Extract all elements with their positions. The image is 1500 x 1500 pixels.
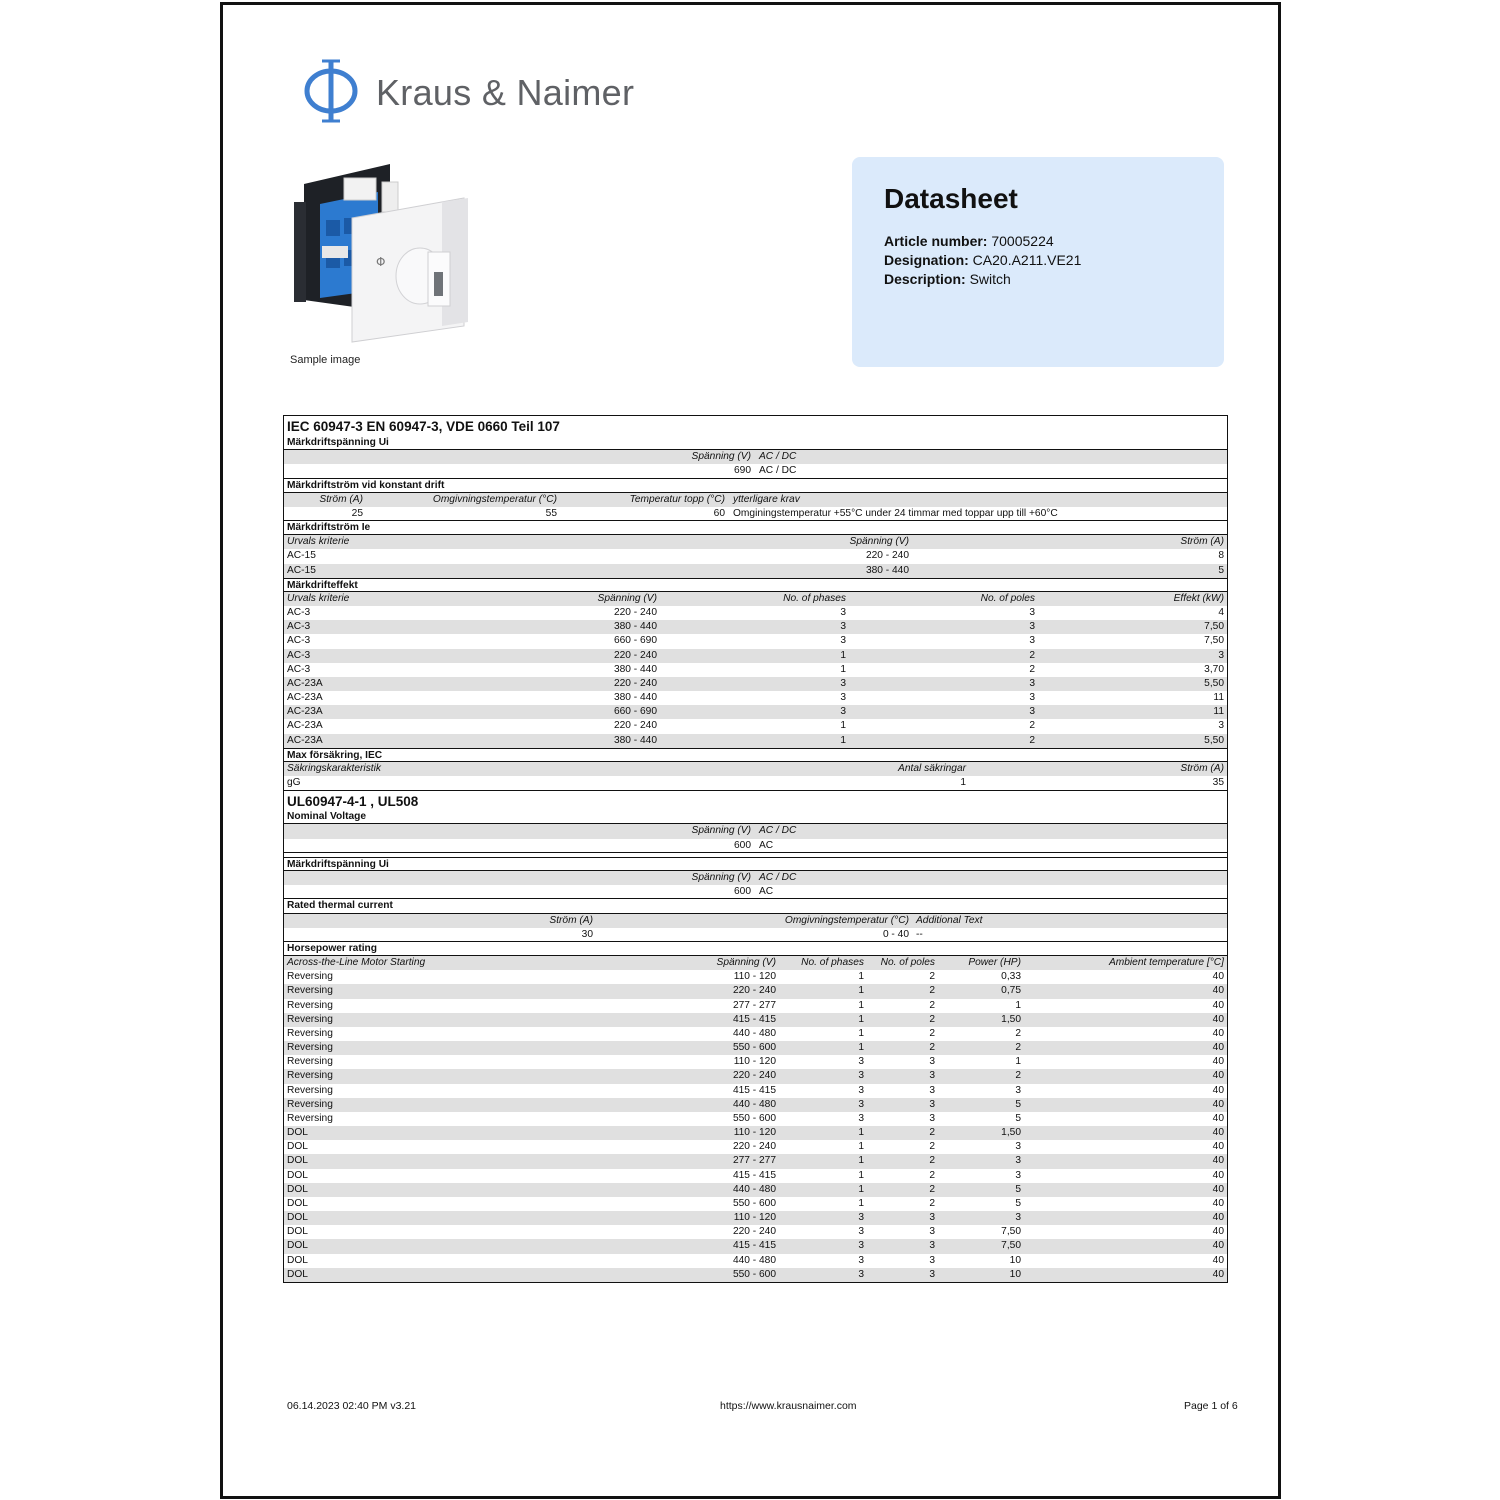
section-title: Horsepower rating (284, 942, 1227, 956)
table-row: DOL 440 - 480 1 2 5 40 (284, 1183, 1227, 1197)
section-title: Märkdriftspänning Ui (284, 436, 1227, 450)
table-header: Across-the-Line Motor Starting Spänning (V) No. of phases No. of poles Power (HP) Ambient temperature [°C] (284, 956, 1227, 970)
svg-text:Φ: Φ (376, 255, 386, 269)
table-row: DOL 415 - 415 1 2 3 40 (287, 1169, 1224, 1181)
table-header: Spänning (V) AC / DC (284, 824, 1227, 838)
table-row: AC-3 380 - 440 1 2 3,70 (287, 663, 1224, 675)
table-row: DOL 110 - 120 1 2 1,50 40 (284, 1126, 1227, 1140)
section-title: Märkdrifteffekt (284, 578, 1227, 592)
table-header: Spänning (V) AC / DC (284, 871, 1227, 885)
table-row: 25 55 60 Omginingstemperatur +55°C under 24 timmar med toppar upp till +60°C (284, 507, 1227, 521)
table-row: AC-23A 220 - 240 3 3 5,50 (284, 677, 1227, 691)
phi-logo-icon (302, 58, 362, 124)
table-row: Reversing 415 - 415 1 2 1,50 40 (284, 1013, 1227, 1027)
table-row: DOL 277 - 277 1 2 3 40 (284, 1154, 1227, 1168)
table-header: Urvals kriterie Spänning (V) Ström (A) (284, 535, 1227, 549)
section-title: Max försäkring, IEC (284, 748, 1227, 762)
table-row: AC-23A 380 - 440 3 3 11 (287, 692, 1224, 704)
table-row: AC-3 220 - 240 3 3 4 (287, 607, 1224, 619)
table-row: 30 0 - 40 -- (284, 928, 1227, 942)
table-row: AC-3 660 - 690 3 3 7,50 (287, 635, 1224, 647)
table-row: AC-23A 380 - 440 1 2 5,50 (284, 734, 1227, 748)
footer-url[interactable]: https://www.krausnaimer.com (720, 1400, 857, 1412)
table-row: DOL 220 - 240 1 2 3 40 (287, 1141, 1224, 1153)
table-row: gG 1 35 (287, 777, 1224, 789)
table-row: Reversing 550 - 600 3 3 5 40 (287, 1112, 1224, 1124)
footer-page-number: Page 1 of 6 (1184, 1400, 1238, 1412)
table-row: Reversing 110 - 120 3 3 1 40 (287, 1056, 1224, 1068)
footer-timestamp: 06.14.2023 02:40 PM v3.21 (287, 1400, 417, 1412)
table-row: Reversing 440 - 480 3 3 5 40 (284, 1098, 1227, 1112)
table-row: Reversing 550 - 600 1 2 2 40 (284, 1041, 1227, 1055)
table-row: AC-23A 660 - 690 3 3 11 (284, 705, 1227, 719)
table-row: AC-15 380 - 440 5 (284, 564, 1227, 578)
table-row: 690 AC / DC (284, 464, 1227, 478)
table-row: DOL 220 - 240 3 3 7,50 40 (287, 1226, 1224, 1238)
section-title: Rated thermal current (284, 899, 1227, 913)
ul-standard-title: UL60947-4-1 , UL508 (284, 790, 1227, 810)
section-title: Märkdriftspänning Ui (284, 857, 1227, 871)
table-header: Spänning (V) AC / DC (284, 450, 1227, 464)
table-header: Säkringskarakteristik Antal säkringar Ström (A) (284, 762, 1227, 776)
table-row: Reversing 220 - 240 3 3 2 40 (284, 1069, 1227, 1083)
table-row: AC-3 220 - 240 1 2 3 (284, 649, 1227, 663)
table-row: DOL 415 - 415 3 3 7,50 40 (284, 1239, 1227, 1253)
table-row: Reversing 440 - 480 1 2 2 40 (287, 1027, 1224, 1039)
table-header: Ström (A) Omgivningstemperatur (°C) Additional Text (284, 914, 1227, 928)
product-image (292, 162, 470, 344)
table-row: AC-15 220 - 240 8 (287, 550, 1224, 562)
description: Description: Switch (884, 271, 1011, 287)
table-row: DOL 440 - 480 3 3 10 40 (287, 1254, 1224, 1266)
table-row: Reversing 220 - 240 1 2 0,75 40 (284, 984, 1227, 998)
section-title: Märkdriftström vid konstant drift (284, 479, 1227, 493)
table-row: Reversing 110 - 120 1 2 0,33 40 (287, 971, 1224, 983)
article-number: Article number: 70005224 (884, 233, 1054, 249)
table-row: Reversing 415 - 415 3 3 3 40 (287, 1084, 1224, 1096)
table-row: DOL 550 - 600 1 2 5 40 (287, 1197, 1224, 1209)
spec-tables (283, 415, 1228, 1283)
image-caption: Sample image (290, 354, 361, 366)
table-row: AC-23A 220 - 240 1 2 3 (287, 720, 1224, 732)
section-title: Märkdriftström Ie (284, 521, 1227, 535)
brand-name: Kraus & Naimer (376, 72, 635, 113)
table-row: Reversing 277 - 277 1 2 1 40 (287, 999, 1224, 1011)
table-row: DOL 550 - 600 3 3 10 40 (284, 1268, 1227, 1282)
datasheet-info-box (852, 157, 1224, 367)
brand-logo (302, 58, 662, 124)
table-header: Ström (A) Omgivningstemperatur (°C) Temperatur topp (°C) ytterligare krav (284, 493, 1227, 507)
datasheet-title: Datasheet (884, 183, 1018, 214)
iec-standard-title: IEC 60947-3 EN 60947-3, VDE 0660 Teil 107 (287, 419, 560, 434)
designation: Designation: CA20.A211.VE21 (884, 252, 1082, 268)
table-row: DOL 110 - 120 3 3 3 40 (284, 1211, 1227, 1225)
section-title: Nominal Voltage (284, 810, 1227, 824)
table-row: 600 AC (284, 839, 1227, 853)
table-header: Urvals kriterie Spänning (V) No. of phases No. of poles Effekt (kW) (284, 592, 1227, 606)
table-row: AC-3 380 - 440 3 3 7,50 (284, 620, 1227, 634)
table-row: 600 AC (284, 885, 1227, 899)
